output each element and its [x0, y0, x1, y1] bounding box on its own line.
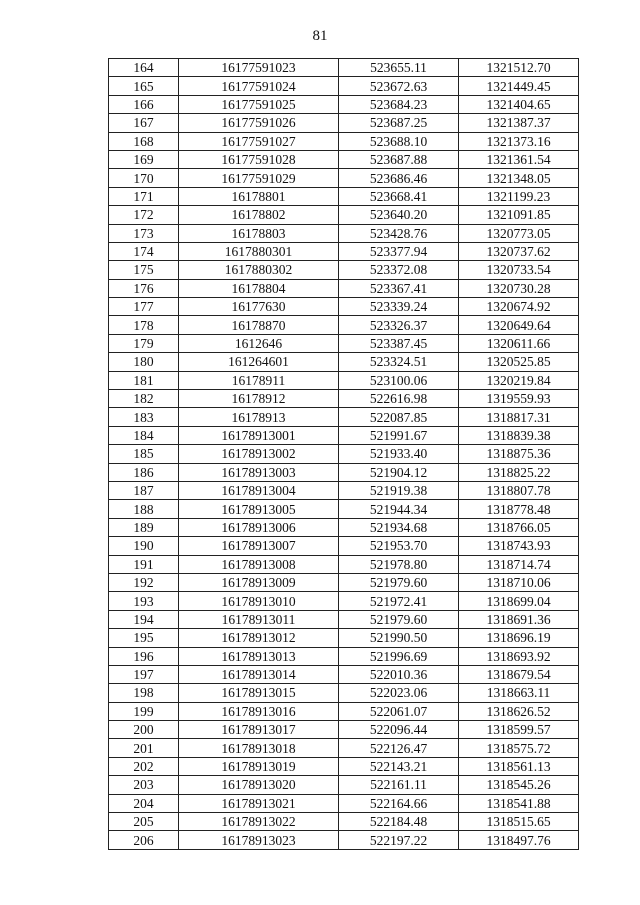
row-number-cell: 178: [109, 316, 179, 334]
y-coordinate-cell: 1318699.04: [459, 592, 579, 610]
y-coordinate-cell: 1318545.26: [459, 776, 579, 794]
point-id-cell: 16178913003: [179, 463, 339, 481]
point-id-cell: 16177591025: [179, 95, 339, 113]
y-coordinate-cell: 1320611.66: [459, 334, 579, 352]
x-coordinate-cell: 523367.41: [339, 279, 459, 297]
table-row: [109, 408, 579, 426]
row-number-cell: 170: [109, 169, 179, 187]
row-number-cell: 186: [109, 463, 179, 481]
row-number-cell: 192: [109, 573, 179, 591]
point-id-cell: 16178913009: [179, 573, 339, 591]
point-id-cell: 16178912: [179, 390, 339, 408]
y-coordinate-cell: 1318875.36: [459, 445, 579, 463]
y-coordinate-cell: 1320525.85: [459, 353, 579, 371]
table-row: [109, 776, 579, 794]
point-id-cell: 16178913018: [179, 739, 339, 757]
row-number-cell: 173: [109, 224, 179, 242]
x-coordinate-cell: 522164.66: [339, 794, 459, 812]
row-number-cell: 195: [109, 629, 179, 647]
table-row: [109, 481, 579, 499]
row-number-cell: 196: [109, 647, 179, 665]
point-id-cell: 16177591027: [179, 132, 339, 150]
y-coordinate-cell: 1318766.05: [459, 518, 579, 536]
y-coordinate-cell: 1320733.54: [459, 261, 579, 279]
x-coordinate-cell: 521904.12: [339, 463, 459, 481]
row-number-cell: 194: [109, 610, 179, 628]
x-coordinate-cell: 523640.20: [339, 206, 459, 224]
table-row: [109, 537, 579, 555]
y-coordinate-cell: 1318825.22: [459, 463, 579, 481]
x-coordinate-cell: 523428.76: [339, 224, 459, 242]
row-number-cell: 167: [109, 114, 179, 132]
row-number-cell: 204: [109, 794, 179, 812]
row-number-cell: 193: [109, 592, 179, 610]
table-row: [109, 518, 579, 536]
point-id-cell: 16178913005: [179, 500, 339, 518]
x-coordinate-cell: 523672.63: [339, 77, 459, 95]
point-id-cell: 16178913001: [179, 426, 339, 444]
point-id-cell: 16178913022: [179, 813, 339, 831]
y-coordinate-cell: 1318710.06: [459, 573, 579, 591]
point-id-cell: 16178913002: [179, 445, 339, 463]
row-number-cell: 187: [109, 481, 179, 499]
y-coordinate-cell: 1318679.54: [459, 665, 579, 683]
table-row: [109, 831, 579, 849]
x-coordinate-cell: 523324.51: [339, 353, 459, 371]
point-id-cell: 16178870: [179, 316, 339, 334]
x-coordinate-cell: 523339.24: [339, 298, 459, 316]
row-number-cell: 164: [109, 59, 179, 77]
point-id-cell: 16178913014: [179, 665, 339, 683]
x-coordinate-cell: 521919.38: [339, 481, 459, 499]
table-row: [109, 573, 579, 591]
x-coordinate-cell: 521979.60: [339, 610, 459, 628]
x-coordinate-cell: 521933.40: [339, 445, 459, 463]
table-row: [109, 739, 579, 757]
x-coordinate-cell: 523684.23: [339, 95, 459, 113]
y-coordinate-cell: 1320730.28: [459, 279, 579, 297]
row-number-cell: 168: [109, 132, 179, 150]
x-coordinate-cell: 521944.34: [339, 500, 459, 518]
table-row: [109, 59, 579, 77]
row-number-cell: 185: [109, 445, 179, 463]
row-number-cell: 183: [109, 408, 179, 426]
y-coordinate-cell: 1318575.72: [459, 739, 579, 757]
table-row: [109, 150, 579, 168]
table-row: [109, 794, 579, 812]
coordinates-table-body: [109, 59, 579, 850]
row-number-cell: 188: [109, 500, 179, 518]
row-number-cell: 205: [109, 813, 179, 831]
y-coordinate-cell: 1318778.48: [459, 500, 579, 518]
point-id-cell: 16178802: [179, 206, 339, 224]
row-number-cell: 176: [109, 279, 179, 297]
row-number-cell: 171: [109, 187, 179, 205]
point-id-cell: 16178913006: [179, 518, 339, 536]
table-row: [109, 77, 579, 95]
y-coordinate-cell: 1318691.36: [459, 610, 579, 628]
table-row: [109, 426, 579, 444]
y-coordinate-cell: 1320219.84: [459, 371, 579, 389]
point-id-cell: 16178801: [179, 187, 339, 205]
table-row: [109, 610, 579, 628]
table-row: [109, 206, 579, 224]
row-number-cell: 166: [109, 95, 179, 113]
row-number-cell: 177: [109, 298, 179, 316]
row-number-cell: 165: [109, 77, 179, 95]
row-number-cell: 199: [109, 702, 179, 720]
table-row: [109, 298, 579, 316]
x-coordinate-cell: 521972.41: [339, 592, 459, 610]
row-number-cell: 172: [109, 206, 179, 224]
table-row: [109, 757, 579, 775]
point-id-cell: 1612646: [179, 334, 339, 352]
point-id-cell: 16177591029: [179, 169, 339, 187]
y-coordinate-cell: 1318714.74: [459, 555, 579, 573]
table-row: [109, 445, 579, 463]
table-row: [109, 592, 579, 610]
point-id-cell: 16178913017: [179, 721, 339, 739]
table-row: [109, 261, 579, 279]
y-coordinate-cell: 1321199.23: [459, 187, 579, 205]
x-coordinate-cell: 522126.47: [339, 739, 459, 757]
coordinates-table: [108, 58, 579, 850]
point-id-cell: 16177591023: [179, 59, 339, 77]
table-row: [109, 390, 579, 408]
y-coordinate-cell: 1320737.62: [459, 242, 579, 260]
row-number-cell: 189: [109, 518, 179, 536]
point-id-cell: 16178804: [179, 279, 339, 297]
x-coordinate-cell: 523326.37: [339, 316, 459, 334]
y-coordinate-cell: 1318541.88: [459, 794, 579, 812]
y-coordinate-cell: 1321404.65: [459, 95, 579, 113]
point-id-cell: 16178913007: [179, 537, 339, 555]
row-number-cell: 197: [109, 665, 179, 683]
y-coordinate-cell: 1318696.19: [459, 629, 579, 647]
x-coordinate-cell: 522096.44: [339, 721, 459, 739]
point-id-cell: 16177591028: [179, 150, 339, 168]
row-number-cell: 180: [109, 353, 179, 371]
y-coordinate-cell: 1318839.38: [459, 426, 579, 444]
table-row: [109, 684, 579, 702]
point-id-cell: 16177591024: [179, 77, 339, 95]
point-id-cell: 16178913004: [179, 481, 339, 499]
x-coordinate-cell: 521978.80: [339, 555, 459, 573]
row-number-cell: 198: [109, 684, 179, 702]
table-row: [109, 95, 579, 113]
x-coordinate-cell: 522023.06: [339, 684, 459, 702]
x-coordinate-cell: 523687.25: [339, 114, 459, 132]
x-coordinate-cell: 523387.45: [339, 334, 459, 352]
row-number-cell: 179: [109, 334, 179, 352]
x-coordinate-cell: 522061.07: [339, 702, 459, 720]
row-number-cell: 202: [109, 757, 179, 775]
table-row: [109, 813, 579, 831]
point-id-cell: 16177591026: [179, 114, 339, 132]
x-coordinate-cell: 521996.69: [339, 647, 459, 665]
row-number-cell: 191: [109, 555, 179, 573]
y-coordinate-cell: 1321361.54: [459, 150, 579, 168]
point-id-cell: 16178913011: [179, 610, 339, 628]
y-coordinate-cell: 1320674.92: [459, 298, 579, 316]
point-id-cell: 16178913021: [179, 794, 339, 812]
x-coordinate-cell: 523688.10: [339, 132, 459, 150]
x-coordinate-cell: 523100.06: [339, 371, 459, 389]
table-row: [109, 629, 579, 647]
x-coordinate-cell: 522087.85: [339, 408, 459, 426]
row-number-cell: 175: [109, 261, 179, 279]
y-coordinate-cell: 1321373.16: [459, 132, 579, 150]
row-number-cell: 184: [109, 426, 179, 444]
x-coordinate-cell: 523668.41: [339, 187, 459, 205]
table-row: [109, 353, 579, 371]
table-row: [109, 169, 579, 187]
y-coordinate-cell: 1318693.92: [459, 647, 579, 665]
table-row: [109, 187, 579, 205]
y-coordinate-cell: 1318561.13: [459, 757, 579, 775]
x-coordinate-cell: 521934.68: [339, 518, 459, 536]
x-coordinate-cell: 522143.21: [339, 757, 459, 775]
row-number-cell: 203: [109, 776, 179, 794]
point-id-cell: 16178913020: [179, 776, 339, 794]
y-coordinate-cell: 1318599.57: [459, 721, 579, 739]
point-id-cell: 16178913016: [179, 702, 339, 720]
point-id-cell: 16178913: [179, 408, 339, 426]
y-coordinate-cell: 1320773.05: [459, 224, 579, 242]
x-coordinate-cell: 523655.11: [339, 59, 459, 77]
table-row: [109, 647, 579, 665]
x-coordinate-cell: 521979.60: [339, 573, 459, 591]
y-coordinate-cell: 1318817.31: [459, 408, 579, 426]
table-row: [109, 316, 579, 334]
x-coordinate-cell: 521953.70: [339, 537, 459, 555]
table-row: [109, 463, 579, 481]
x-coordinate-cell: 523686.46: [339, 169, 459, 187]
point-id-cell: 16178913019: [179, 757, 339, 775]
x-coordinate-cell: 522161.11: [339, 776, 459, 794]
y-coordinate-cell: 1321512.70: [459, 59, 579, 77]
point-id-cell: 16178913008: [179, 555, 339, 573]
x-coordinate-cell: 522184.48: [339, 813, 459, 831]
x-coordinate-cell: 522616.98: [339, 390, 459, 408]
table-row: [109, 702, 579, 720]
x-coordinate-cell: 522197.22: [339, 831, 459, 849]
x-coordinate-cell: 521991.67: [339, 426, 459, 444]
y-coordinate-cell: 1321387.37: [459, 114, 579, 132]
row-number-cell: 169: [109, 150, 179, 168]
row-number-cell: 190: [109, 537, 179, 555]
table-row: [109, 242, 579, 260]
table-row: [109, 114, 579, 132]
point-id-cell: 16178913015: [179, 684, 339, 702]
y-coordinate-cell: 1318515.65: [459, 813, 579, 831]
table-row: [109, 500, 579, 518]
row-number-cell: 182: [109, 390, 179, 408]
point-id-cell: 16178913023: [179, 831, 339, 849]
x-coordinate-cell: 523687.88: [339, 150, 459, 168]
table-row: [109, 334, 579, 352]
point-id-cell: 161264601: [179, 353, 339, 371]
point-id-cell: 16178913013: [179, 647, 339, 665]
x-coordinate-cell: 523377.94: [339, 242, 459, 260]
table-row: [109, 132, 579, 150]
row-number-cell: 200: [109, 721, 179, 739]
table-row: [109, 224, 579, 242]
y-coordinate-cell: 1319559.93: [459, 390, 579, 408]
row-number-cell: 174: [109, 242, 179, 260]
y-coordinate-cell: 1321091.85: [459, 206, 579, 224]
y-coordinate-cell: 1321449.45: [459, 77, 579, 95]
point-id-cell: 16178913012: [179, 629, 339, 647]
table-row: [109, 279, 579, 297]
page-number: 81: [312, 28, 328, 44]
point-id-cell: 16177630: [179, 298, 339, 316]
point-id-cell: 1617880302: [179, 261, 339, 279]
point-id-cell: 1617880301: [179, 242, 339, 260]
row-number-cell: 201: [109, 739, 179, 757]
x-coordinate-cell: 522010.36: [339, 665, 459, 683]
point-id-cell: 16178911: [179, 371, 339, 389]
x-coordinate-cell: 521990.50: [339, 629, 459, 647]
y-coordinate-cell: 1318743.93: [459, 537, 579, 555]
row-number-cell: 206: [109, 831, 179, 849]
y-coordinate-cell: 1318807.78: [459, 481, 579, 499]
table-row: [109, 665, 579, 683]
y-coordinate-cell: 1318626.52: [459, 702, 579, 720]
row-number-cell: 181: [109, 371, 179, 389]
y-coordinate-cell: 1318497.76: [459, 831, 579, 849]
y-coordinate-cell: 1318663.11: [459, 684, 579, 702]
y-coordinate-cell: 1321348.05: [459, 169, 579, 187]
y-coordinate-cell: 1320649.64: [459, 316, 579, 334]
table-row: [109, 555, 579, 573]
point-id-cell: 16178803: [179, 224, 339, 242]
x-coordinate-cell: 523372.08: [339, 261, 459, 279]
table-row: [109, 721, 579, 739]
table-row: [109, 371, 579, 389]
point-id-cell: 16178913010: [179, 592, 339, 610]
